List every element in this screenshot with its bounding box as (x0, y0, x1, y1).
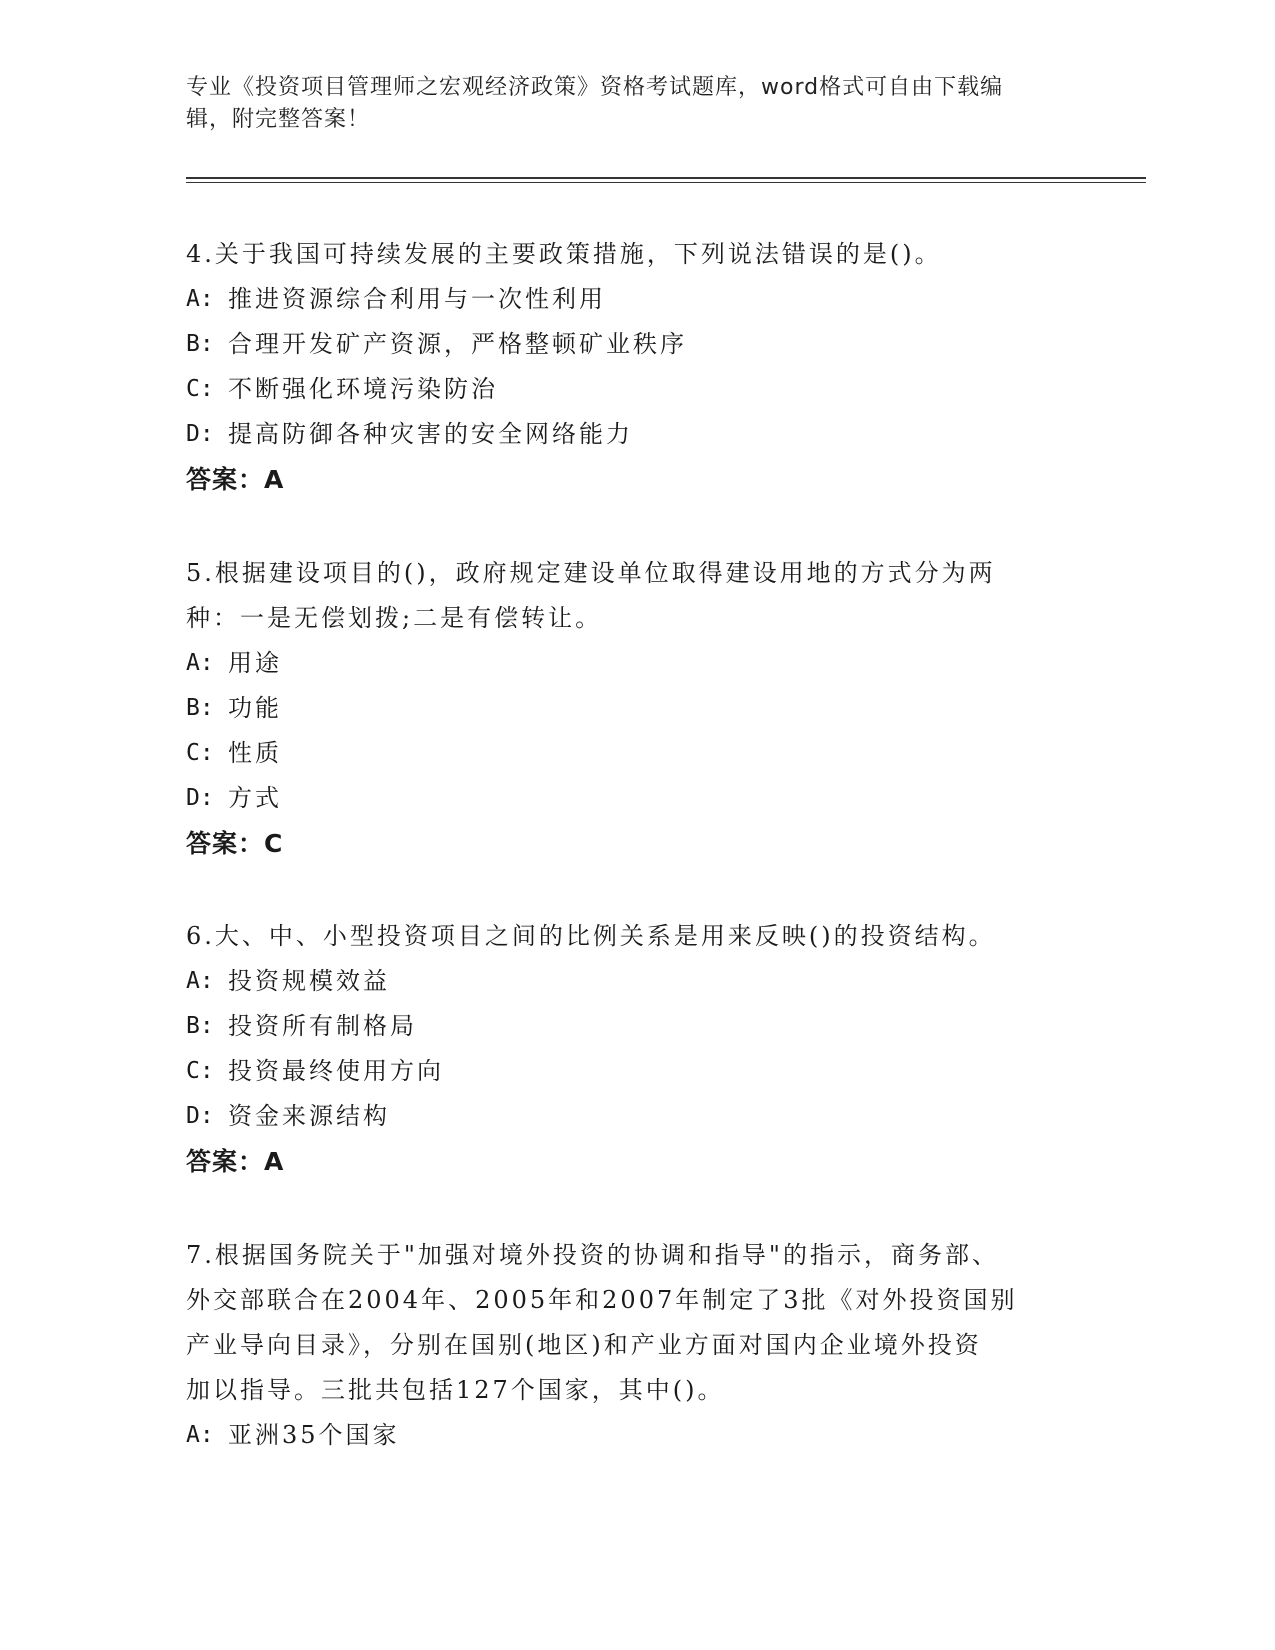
answer-line: 答案：A (186, 465, 285, 494)
option-letter: B: (186, 695, 214, 721)
stem-line: 6.大、中、小型投资项目之间的比例关系是用来反映()的投资结构。 (186, 922, 996, 950)
option-text: 资金来源结构 (228, 1102, 390, 1130)
option-c (186, 367, 1066, 412)
option-letter: B: (186, 331, 214, 357)
option-d (186, 412, 1066, 457)
stem-line: 5.根据建设项目的()，政府规定建设单位取得建设用地的方式分为两 (186, 559, 996, 587)
option-text: 功能 (228, 694, 282, 722)
question-stem (186, 232, 1066, 277)
option-c (186, 1049, 1066, 1094)
stem-line: 加以指导。三批共包括127个国家，其中()。 (186, 1376, 725, 1404)
stem-line: 产业导向目录》，分别在国别(地区)和产业方面对国内企业境外投资 (186, 1331, 982, 1359)
option-letter: A: (186, 1422, 214, 1448)
option-text: 用途 (228, 649, 282, 677)
answer-line: 答案：A (186, 1147, 285, 1176)
option-a (186, 277, 1066, 322)
option-d (186, 776, 1066, 821)
option-a (186, 1413, 1066, 1458)
option-text: 性质 (228, 739, 282, 767)
option-text: 亚洲35个国家 (228, 1421, 400, 1449)
option-letter: A: (186, 286, 214, 312)
option-letter: C: (186, 1058, 214, 1084)
question-stem (186, 551, 1066, 641)
option-b (186, 322, 1066, 367)
option-text: 合理开发矿产资源，严格整顿矿业秩序 (228, 330, 687, 358)
question-stem (186, 1233, 1066, 1413)
option-c (186, 731, 1066, 776)
option-letter: A: (186, 968, 214, 994)
option-text: 投资最终使用方向 (228, 1057, 444, 1085)
stem-line: 4.关于我国可持续发展的主要政策措施，下列说法错误的是()。 (186, 240, 942, 268)
answer-line: 答案：C (186, 829, 284, 858)
option-letter: C: (186, 376, 214, 402)
option-letter: C: (186, 740, 214, 766)
option-letter: B: (186, 1013, 214, 1039)
option-text: 推进资源综合利用与一次性利用 (228, 285, 606, 313)
option-d (186, 1094, 1066, 1139)
option-text: 提高防御各种灾害的安全网络能力 (228, 420, 633, 448)
header-line-2: 辑，附完整答案！ (186, 107, 371, 132)
option-a (186, 641, 1066, 686)
question-stem (186, 914, 1066, 959)
option-letter: D: (186, 785, 214, 811)
question-block (186, 232, 1066, 502)
question-block (186, 914, 1066, 1184)
option-b (186, 1004, 1066, 1049)
option-letter: D: (186, 1103, 214, 1129)
document-header (186, 72, 1066, 136)
option-text: 投资所有制格局 (228, 1012, 417, 1040)
stem-line: 外交部联合在2004年、2005年和2007年制定了3批《对外投资国别 (186, 1286, 1018, 1314)
question-block (186, 1233, 1066, 1458)
header-rule-thick (186, 177, 1146, 179)
option-letter: A: (186, 650, 214, 676)
option-text: 投资规模效益 (228, 967, 390, 995)
header-line-1: 专业《投资项目管理师之宏观经济政策》资格考试题库，word格式可自由下载编 (186, 75, 1004, 100)
option-text: 不断强化环境污染防治 (228, 375, 498, 403)
question-block (186, 551, 1066, 866)
option-a (186, 959, 1066, 1004)
option-b (186, 686, 1066, 731)
option-letter: D: (186, 421, 214, 447)
header-rule-thin (186, 182, 1146, 183)
stem-line: 种：一是无偿划拨;二是有偿转让。 (186, 604, 603, 632)
option-text: 方式 (228, 784, 282, 812)
stem-line: 7.根据国务院关于"加强对境外投资的协调和指导"的指示，商务部、 (186, 1241, 999, 1269)
